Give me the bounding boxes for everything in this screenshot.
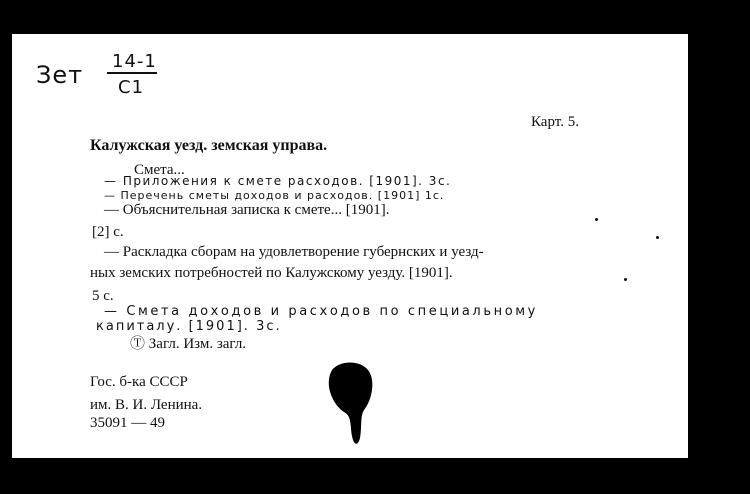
ink-blot-icon <box>320 358 380 446</box>
handwritten-prefix: Зет <box>36 61 84 89</box>
speck <box>595 218 598 221</box>
entry-tax-pages: 5 с. <box>92 288 114 304</box>
library-line-1: Гос. б-ка СССР <box>90 374 188 390</box>
entry-appendix-handwritten: — Приложения к смете расходов. [1901]. 3с. <box>104 174 452 188</box>
card-subheading: Смета... <box>134 162 185 178</box>
entry-pages: [2] с. <box>92 224 124 240</box>
card-number: Карт. 5. <box>531 114 579 130</box>
speck <box>624 278 627 281</box>
entry-special-capital-line-2: капиталу. [1901]. 3с. <box>96 319 282 334</box>
entry-explanatory-note: — Объяснительная записка к смете... [1901]. <box>104 202 390 218</box>
entry-list-handwritten: — Перечень сметы доходов и расходов. [1901] 1с. <box>104 189 445 202</box>
library-line-2: им. В. И. Ленина. <box>90 397 203 413</box>
title-stamp-icon: Ⓣ <box>130 336 149 352</box>
handwritten-numerator: 14-1 <box>112 51 157 72</box>
entry-tax-line-1: — Раскладка сборам на удовлетворение губернских и уезд- <box>104 244 484 260</box>
entry-tax-line-2: ных земских потребностей по Калужскому уезду. [1901]. <box>90 265 453 281</box>
catalog-card <box>12 34 688 458</box>
library-code: 35091 — 49 <box>90 415 165 431</box>
speck <box>656 236 659 239</box>
handwritten-fraction-line <box>107 72 157 74</box>
catalog-note: Ⓣ Загл. Изм. загл. <box>130 336 247 352</box>
handwritten-denominator: С1 <box>118 77 145 98</box>
entry-special-capital-line-1: — Смета доходов и расходов по специальному <box>104 304 538 319</box>
card-heading: Калужская уезд. земская управа. <box>90 137 328 154</box>
